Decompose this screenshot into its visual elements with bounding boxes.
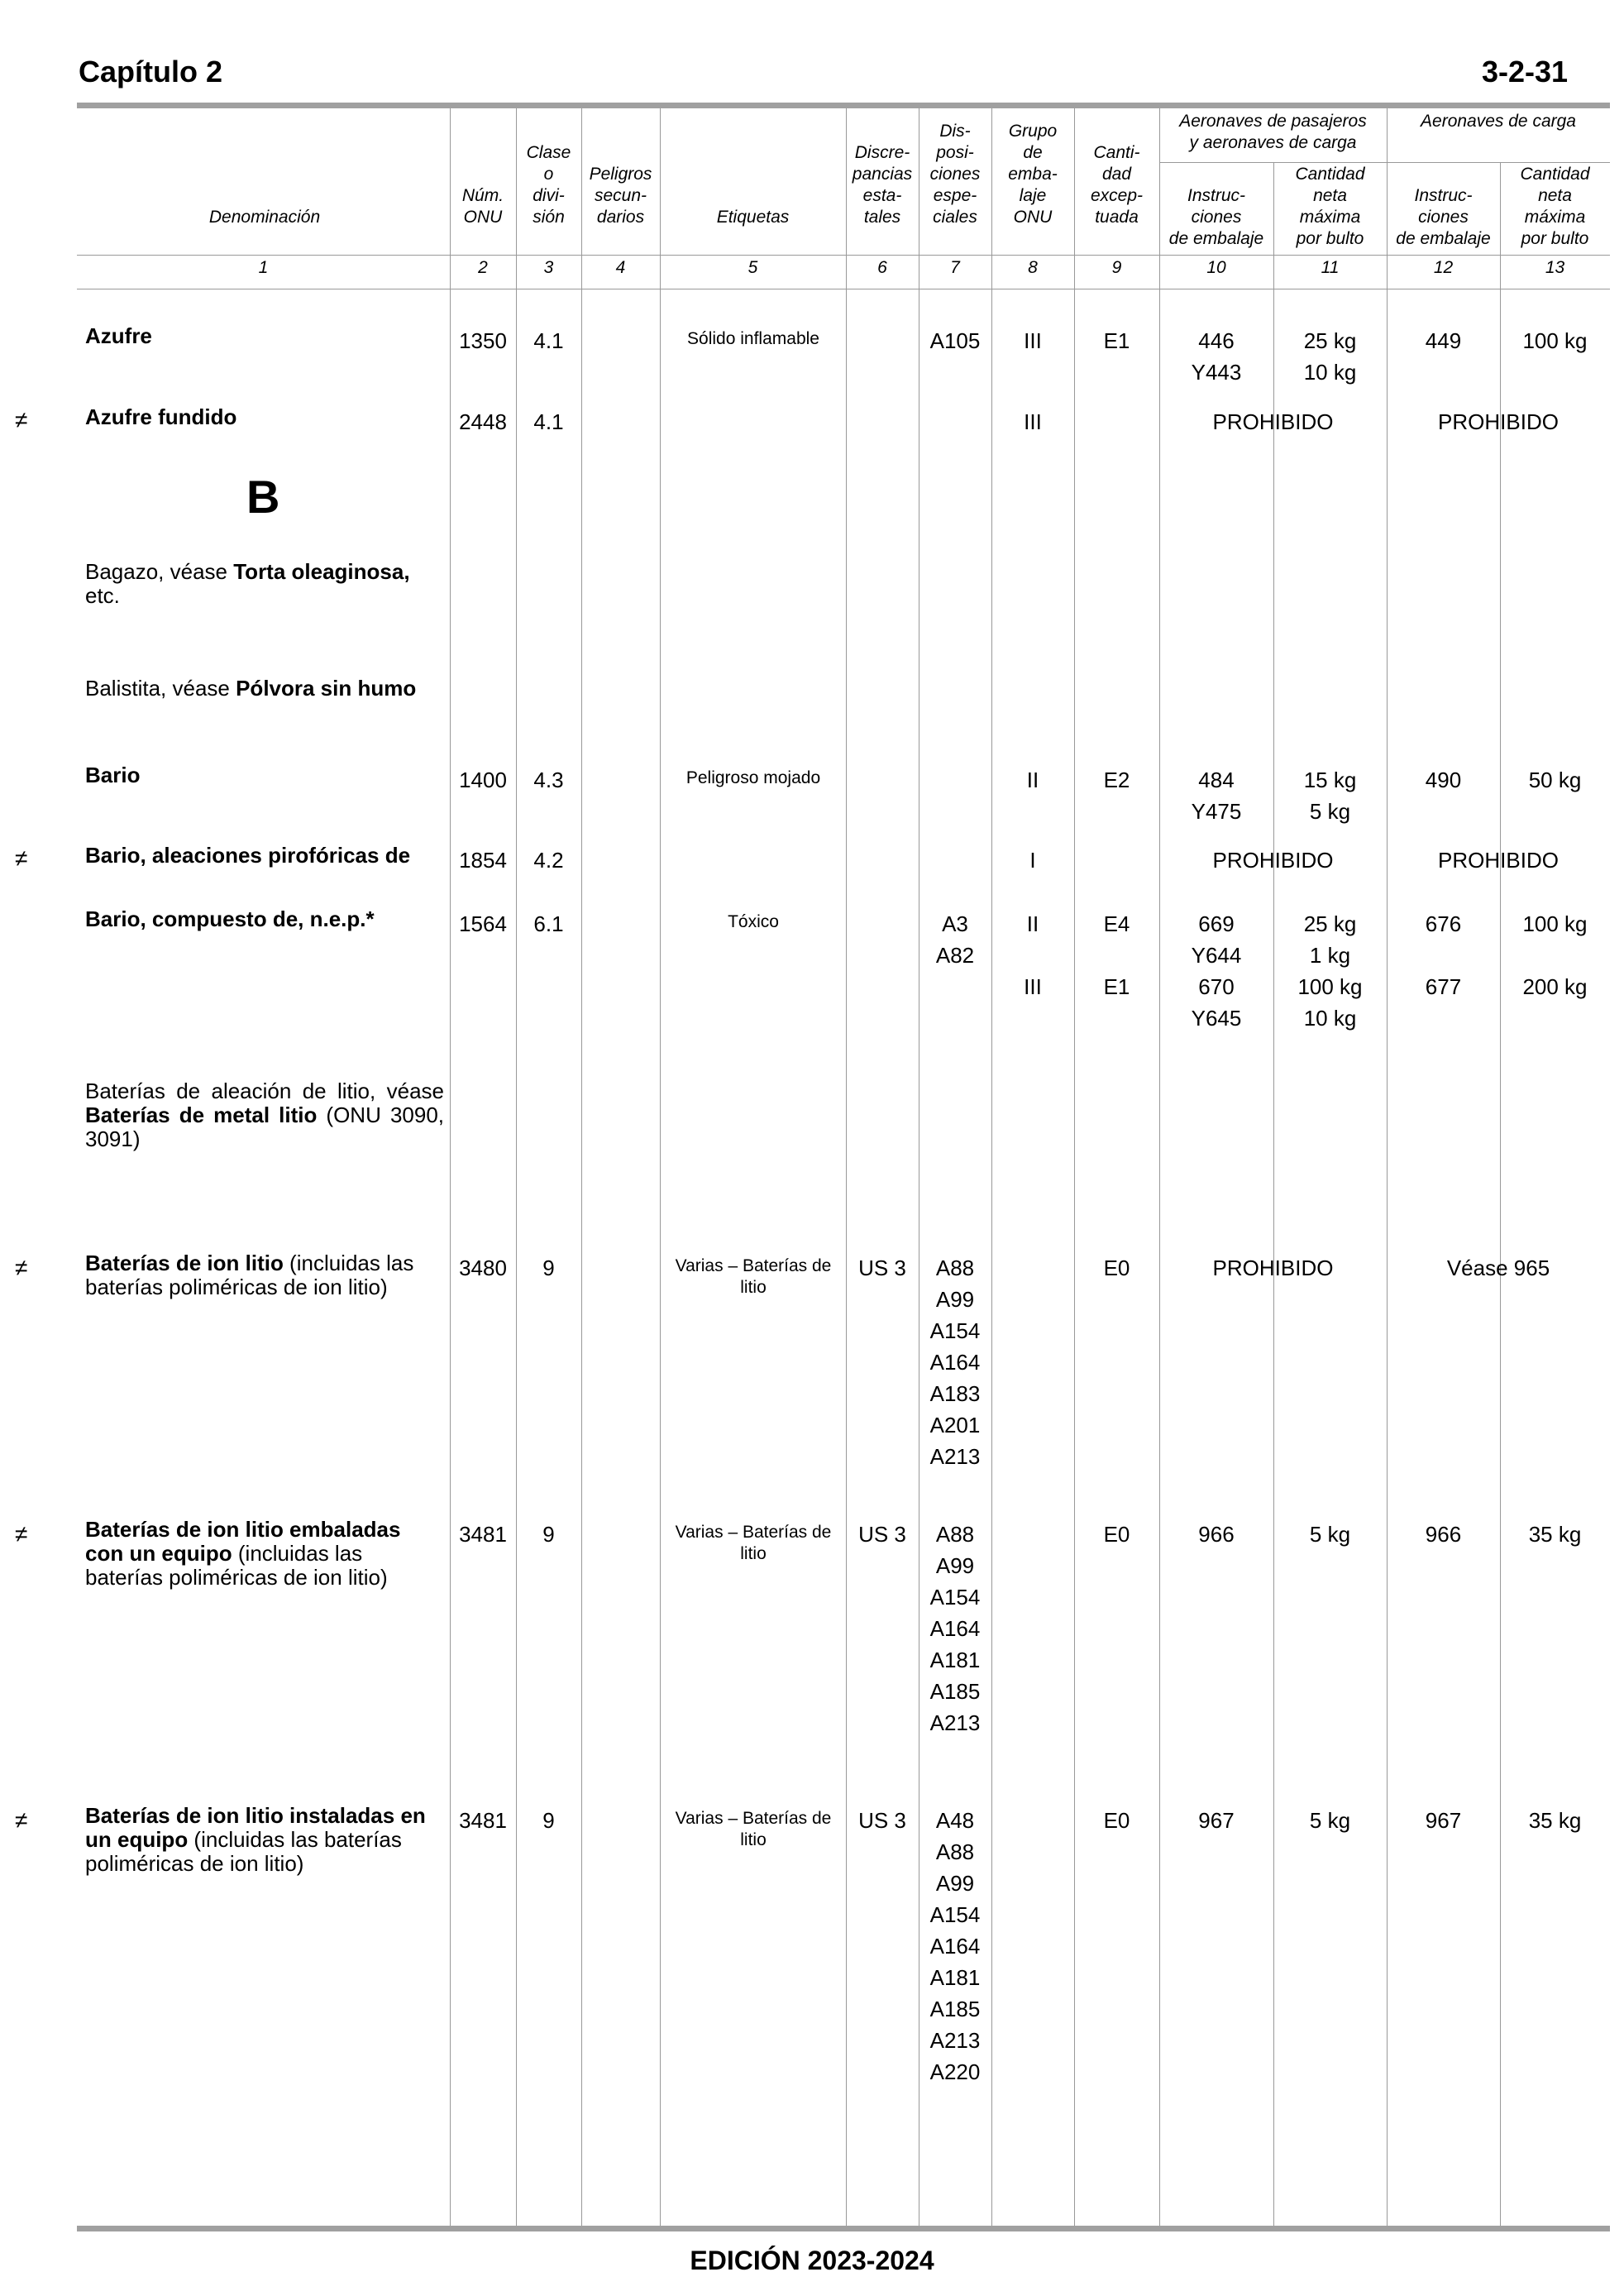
hazard-class: 4.2 <box>533 848 564 873</box>
chapter-title: Capítulo 2 <box>79 55 223 88</box>
packing-instruction-cargo: 676 677 <box>1425 911 1462 999</box>
hazard-label: Tóxico <box>728 912 779 931</box>
header-cantidad-exceptuada: Canti- dad excep- tuada <box>1090 143 1144 227</box>
max-quantity-cargo: 100 kg 200 kg <box>1522 911 1588 999</box>
entry-name: Baterías de ion litio embaladas con un equipo (incluidas las baterías poliméricas de ion litio) <box>85 1517 401 1590</box>
column-number: 5 <box>748 258 758 277</box>
hazard-label: Varias – Baterías de litio <box>675 1256 832 1297</box>
max-quantity-cargo: 50 kg <box>1528 768 1582 792</box>
column-number: 2 <box>478 258 488 277</box>
entry-name: Azufre <box>85 323 152 348</box>
page-header <box>79 55 1568 101</box>
column-number: 4 <box>615 258 626 277</box>
packing-group: II III <box>1024 911 1042 999</box>
entry-name: Azufre fundido <box>85 404 237 429</box>
forbidden-cargo: PROHIBIDO <box>1438 409 1559 434</box>
packing-instruction-cargo: 967 <box>1425 1808 1462 1833</box>
packing-instruction-pax: 484 Y475 <box>1191 768 1242 824</box>
max-quantity-pax: 5 kg <box>1309 1522 1351 1547</box>
header-disposiciones: Dis- posi- ciones espe- ciales <box>929 122 981 227</box>
special-provision: A88 A99 A154 A164 A183 A201 A213 <box>929 1256 981 1469</box>
bottom-rule <box>77 2226 1610 2231</box>
change-mark: ≠ <box>15 1255 28 1280</box>
header-cantidad-pax: Cantidad neta máxima por bulto <box>1295 165 1365 248</box>
header-discrepancias: Discre- pancias esta- tales <box>852 143 913 227</box>
change-mark: ≠ <box>15 1521 28 1547</box>
excepted-quantity: E1 <box>1103 328 1130 353</box>
max-quantity-pax: 25 kg 10 kg <box>1303 328 1357 385</box>
hazard-class: 9 <box>542 1808 555 1833</box>
state-variation: US 3 <box>858 1256 906 1280</box>
un-number: 3481 <box>459 1522 507 1547</box>
hazard-class: 4.1 <box>533 328 564 353</box>
un-number: 2448 <box>459 409 507 434</box>
max-quantity-pax: 25 kg 1 kg 100 kg 10 kg <box>1297 911 1363 1031</box>
header-instrucciones-carga: Instruc- ciones de embalaje <box>1396 186 1491 248</box>
see-instruction-cargo: Véase 965 <box>1446 1256 1550 1280</box>
packing-group: III <box>1024 328 1042 353</box>
header-cantidad-carga: Cantidad neta máxima por bulto <box>1520 165 1590 248</box>
packing-instruction-pax: 966 <box>1198 1522 1235 1547</box>
header-divider <box>77 255 1610 256</box>
header-peligros: Peligros secun- darios <box>589 165 652 227</box>
group-divider <box>1159 162 1610 163</box>
hazard-label: Varias – Baterías de litio <box>675 1523 832 1563</box>
page-number: 3-2-31 <box>1481 55 1568 88</box>
entry-name: Bario <box>85 763 141 787</box>
un-number: 3480 <box>459 1256 507 1280</box>
entry-name: Baterías de aleación de litio, véase Baterías de metal litio (ONU 3090, 3091) <box>85 1079 445 1151</box>
hazard-label: Varias – Baterías de litio <box>675 1809 832 1849</box>
header-group-carga: Aeronaves de carga <box>1421 112 1576 131</box>
max-quantity-pax: 15 kg 5 kg <box>1303 768 1357 824</box>
special-provision: A88 A99 A154 A164 A181 A185 A213 <box>929 1522 981 1735</box>
col-divider <box>846 108 847 2226</box>
state-variation: US 3 <box>858 1522 906 1547</box>
un-number: 3481 <box>459 1808 507 1833</box>
special-provision: A3 A82 <box>935 911 975 968</box>
column-number: 8 <box>1028 258 1038 277</box>
packing-group: III <box>1024 409 1042 434</box>
entry-name: Bario, aleaciones pirofóricas de <box>85 843 411 868</box>
packing-instruction-cargo: 966 <box>1425 1522 1462 1547</box>
change-mark: ≠ <box>15 1807 28 1833</box>
edition-footer: EDICIÓN 2023-2024 <box>690 2246 934 2275</box>
col-divider <box>660 108 661 2226</box>
change-mark: ≠ <box>15 845 28 871</box>
header-clase: Clase o divi- sión <box>526 143 571 227</box>
column-number: 11 <box>1321 258 1340 277</box>
entry-name: Balistita, véase Pólvora sin humo <box>85 676 417 701</box>
special-provision: A105 <box>929 328 981 353</box>
forbidden-cargo: PROHIBIDO <box>1438 848 1559 873</box>
entry-name: Baterías de ion litio (incluidas las baterías poliméricas de ion litio) <box>85 1251 414 1299</box>
entry-name: Bario, compuesto de, n.e.p.* <box>85 906 375 931</box>
un-number: 1564 <box>459 911 507 936</box>
packing-group: I <box>1029 848 1036 873</box>
state-variation: US 3 <box>858 1808 906 1833</box>
column-number: 12 <box>1433 258 1454 277</box>
max-quantity-pax: 5 kg <box>1309 1808 1351 1833</box>
packing-instruction-cargo: 490 <box>1425 768 1462 792</box>
column-number: 1 <box>258 258 269 277</box>
col-divider <box>1074 108 1075 2226</box>
header-grupo-embalaje: Grupo de emba- laje ONU <box>1008 122 1058 227</box>
header-etiquetas: Etiquetas <box>716 208 790 227</box>
packing-instruction-pax: 967 <box>1198 1808 1235 1833</box>
forbidden-pax: PROHIBIDO <box>1212 1256 1334 1280</box>
hazard-class: 9 <box>542 1256 555 1280</box>
max-quantity-cargo: 100 kg <box>1522 328 1588 353</box>
hazard-class: 4.3 <box>533 768 564 792</box>
special-provision: A48 A88 A99 A154 A164 A181 A185 A213 A220 <box>929 1808 981 2084</box>
packing-group: II <box>1026 768 1039 792</box>
forbidden-pax: PROHIBIDO <box>1212 409 1334 434</box>
column-number: 13 <box>1545 258 1565 277</box>
hazard-class: 6.1 <box>533 911 564 936</box>
max-quantity-cargo: 35 kg <box>1528 1522 1582 1547</box>
excepted-quantity: E0 <box>1103 1808 1130 1833</box>
excepted-quantity: E0 <box>1103 1522 1130 1547</box>
column-number: 3 <box>543 258 554 277</box>
forbidden-pax: PROHIBIDO <box>1212 848 1334 873</box>
un-number: 1400 <box>459 768 507 792</box>
header-instrucciones-pax: Instruc- ciones de embalaje <box>1168 186 1264 248</box>
packing-instruction-pax: 669 Y644 670 Y645 <box>1191 911 1242 1031</box>
col-divider <box>1273 162 1274 2226</box>
entry-name: Baterías de ion litio instaladas en un equipo (incluidas las baterías poliméricas de ion litio) <box>85 1803 426 1876</box>
entry-name: Bagazo, véase Torta oleaginosa, etc. <box>85 559 410 608</box>
hazard-label: Sólido inflamable <box>687 329 819 348</box>
change-mark: ≠ <box>15 407 28 433</box>
header-num-onu: Núm. ONU <box>461 186 504 227</box>
column-number: 6 <box>877 258 887 277</box>
packing-instruction-cargo: 449 <box>1425 328 1462 353</box>
col-divider <box>1500 162 1501 2226</box>
top-rule <box>77 103 1610 108</box>
hazard-label: Peligroso mojado <box>685 768 821 787</box>
header-denominacion: Denominación <box>208 208 321 227</box>
hazard-class: 4.1 <box>533 409 564 434</box>
max-quantity-cargo: 35 kg <box>1528 1808 1582 1833</box>
un-number: 1854 <box>459 848 507 873</box>
section-letter: B <box>246 471 280 523</box>
col-divider <box>581 108 582 2226</box>
excepted-quantity: E4 E1 <box>1103 911 1130 999</box>
excepted-quantity: E2 <box>1103 768 1130 792</box>
header-group-pasajeros: Aeronaves de pasajeros y aeronaves de carga <box>1179 112 1367 152</box>
column-number: 7 <box>950 258 960 277</box>
column-number: 10 <box>1206 258 1226 277</box>
excepted-quantity: E0 <box>1103 1256 1130 1280</box>
hazard-class: 9 <box>542 1522 555 1547</box>
packing-instruction-pax: 446 Y443 <box>1191 328 1242 385</box>
un-number: 1350 <box>459 328 507 353</box>
column-number: 9 <box>1111 258 1122 277</box>
